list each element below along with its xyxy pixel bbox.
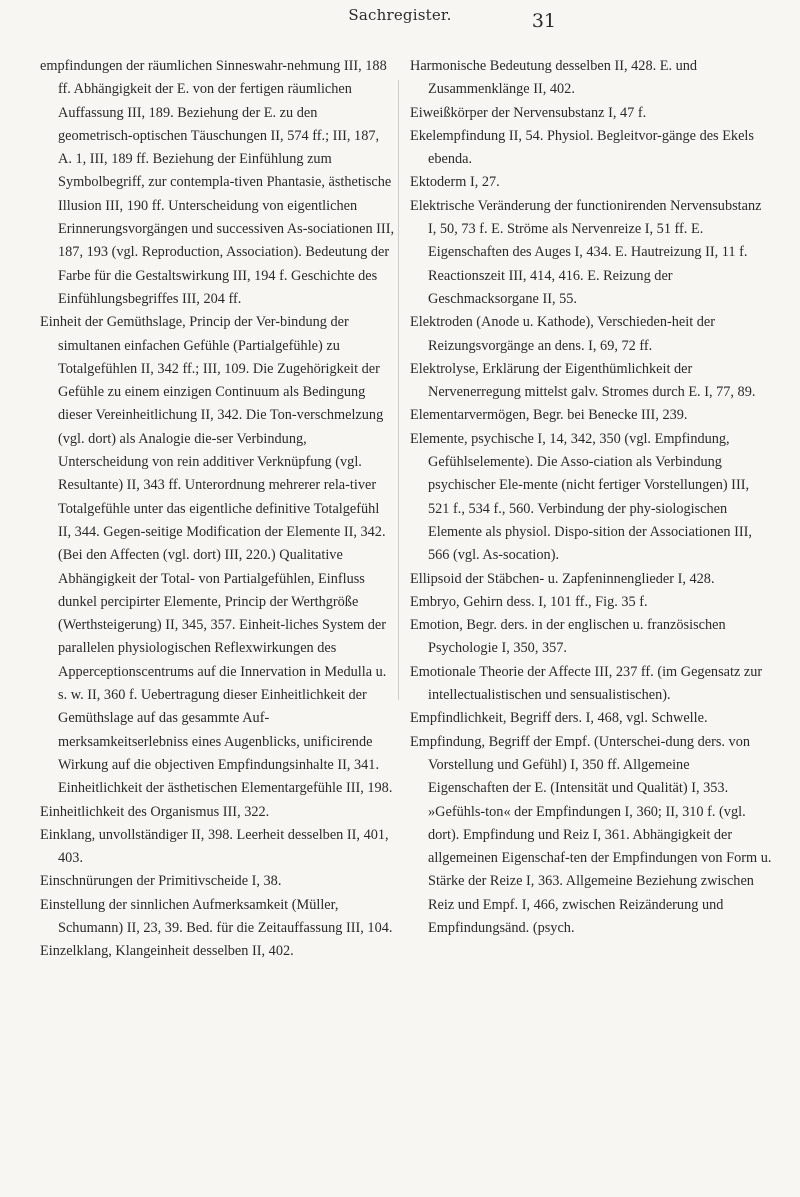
index-entry: Einklang, unvollständiger II, 398. Leerheit desselben II, 401, 403. xyxy=(40,826,389,867)
index-entry: Elektrolyse, Erklärung der Eigenthümlichkeit der Nervenerregung mittelst galv. Stromes durch E. I, 77, 89. xyxy=(410,360,756,401)
index-entry: Ektoderm I, 27. xyxy=(410,174,500,191)
index-entry: Emotionale Theorie der Affecte III, 237 ff. (im Gegensatz zur intellectualistischen und sensualistischen). xyxy=(410,663,763,704)
index-entry: Elektroden (Anode u. Kathode), Verschieden-heit der Reizungsvorgänge an dens. I, 69, 72 ff. xyxy=(410,314,716,354)
index-entry: empfindungen der räumlichen Sinneswahr-nehmung III, 188 ff. Abhängigkeit der E. von der fertigen räumlichen Auffassung III, 189. Beziehung der E. zu den geometrisch-optischen Täuschungen II, 574 ff.; III, 187, A. 1, III, 189 ff. Beziehung der Einfühlung zum Symbolbegriff, zur contempla-tiven Phantasie, ästhetische Illusion III, 190 ff. Unterscheidung von eigentlichen Erinnerungsvorgängen und successiven As-sociationen III, 187, 193 (vgl. Reproduction, Association). Bedeutung der Farbe für die Gestaltswirkung III, 194 f. Geschichte des Einfühlungsbegriffes III, 204 ff. xyxy=(40,58,395,307)
index-entry: Empfindung, Begriff der Empf. (Unterschei-dung ders. von Vorstellung und Gefühl) I, 350 ff. Allgemeine Eigenschaften der E. (Intensität und Qualität) I, 353. »Gefühls-ton« der Empfindungen I, 360; II, 310 f. (vgl. dort). Empfindung und Reiz I, 361. Abhängigkeit der allgemeinen Eigenschaf-ten der Empfindungen von Form u. Stärke der Reize I, 363. Allgemeine Beziehung zwischen Reiz und Empf. I, 466, zwischen Reizänderung und Empfindungsänd. (psych. xyxy=(410,733,772,936)
index-entry: Ekelempfindung II, 54. Physiol. Begleitvor-gänge des Ekels ebenda. xyxy=(410,127,754,168)
index-entry: Einzelklang, Klangeinheit desselben II, 402. xyxy=(40,943,294,960)
running-head: Sachregister. xyxy=(348,6,452,24)
index-entry: Harmonische Bedeutung desselben II, 428. E. und Zusammenklänge II, 402. xyxy=(410,58,698,98)
index-entry: Emotion, Begr. ders. in der englischen u. französischen Psychologie I, 350, 357. xyxy=(410,617,726,657)
index-entry: Einstellung der sinnlichen Aufmerksamkeit (Müller, Schumann) II, 23, 39. Bed. für die Zeitauffassung III, 104. xyxy=(40,896,393,936)
index-entry: Ellipsoid der Stäbchen- u. Zapfeninnenglieder I, 428. xyxy=(410,570,715,587)
column-divider xyxy=(398,80,399,700)
index-entry: Einschnürungen der Primitivscheide I, 38. xyxy=(40,873,282,890)
index-column-right xyxy=(410,55,772,940)
index-entry: Elementarvermögen, Begr. bei Benecke III, 239. xyxy=(410,407,688,424)
index-entry: Einheit der Gemüthslage, Princip der Ver-bindung der simultanen einfachen Gefühle (Partialgefühle) zu Totalgefühlen II, 342 ff.; III, 109. Die Zugehörigkeit der Gefühle zu einem einzigen Continuum als Bedingung dieser Vereinheitlichung II, 342. Die Ton-verschmelzung (vgl. dort) als Analogie die-ser Verbindung, Unterscheidung von rein additiver Verknüpfung (vgl. Resultante) II, 343 ff. Unterordnung mehrerer rela-tiver Totalgefühle unter das eigentliche definitive Totalgefühl II, 344. Gegen-seitige Modification der Elemente II, 342. (Bei den Affecten (vgl. dort) III, 220.) Qualitative Abhängigkeit der Total- von Partialgefühlen, Einfluss dunkel percipirter Elemente, Princip der Werthgröße (Werthsteigerung) II, 345, 357. Einheit-liches System der parallelen physiologischen Reflexwirkungen des Apperceptionscentrums auf die Innervation in Medulla u. s. w. II, 360 f. Uebertragung dieser Einheitlichkeit der Gemüthslage auf das gesammte Auf-merksamkeitserlebniss eines Augenblicks, unificirende Wirkung auf die objectiven Empfindungsinhalte II, 341. Einheitlichkeit der ästhetischen Elementargefühle III, 198. xyxy=(40,314,393,797)
index-entry: Einheitlichkeit des Organismus III, 322. xyxy=(40,803,270,820)
page-number: 31 xyxy=(531,10,556,32)
index-entry: Embryo, Gehirn dess. I, 101 ff., Fig. 35 f. xyxy=(410,593,648,610)
index-column-left xyxy=(40,55,395,964)
index-entry: Elemente, psychische I, 14, 342, 350 (vgl. Empfindung, Gefühlselemente). Die Asso-ciation als Verbindung psychischer Ele-mente (nicht fertiger Vorstellungen) III, 521 f., 534 f., 560. Verbindung der phy-siologischen Elemente als physiol. Dispo-sition der Associationen III, 566 (vgl. As-socation). xyxy=(410,430,753,564)
index-entry: Empfindlichkeit, Begriff ders. I, 468, vgl. Schwelle. xyxy=(410,710,708,727)
index-entry: Eiweißkörper der Nervensubstanz I, 47 f. xyxy=(410,104,647,121)
index-entry: Elektrische Veränderung der functionirenden Nervensubstanz I, 50, 73 f. E. Ströme als Nervenreize I, 51 ff. E. Eigenschaften des Auges I, 434. E. Hautreizung II, 11 f. Reactionszeit III, 414, 416. E. Reizung der Geschmacksorgane II, 55. xyxy=(410,197,762,307)
